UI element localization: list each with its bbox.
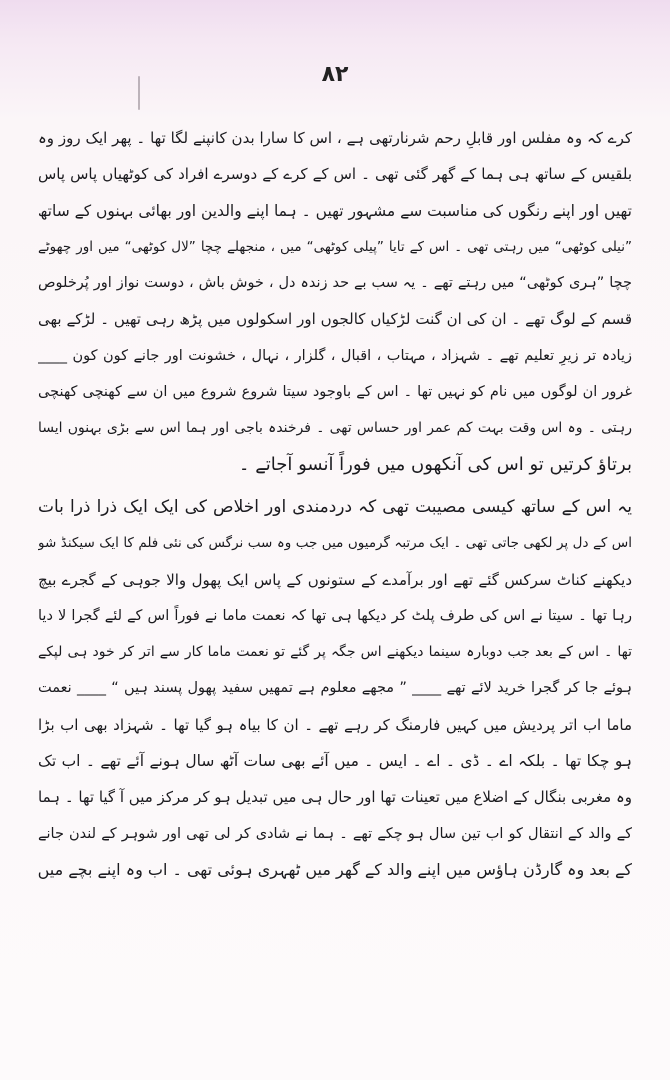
text-line: تھا ۔ اس کے بعد جب دوبارہ سینما دیکھنے اس جگہ پر گئے تو نعمت ماما کار سے اتر کر خود ہی لپکے: [38, 644, 632, 661]
text-line: دیکھنے کناٹ سرکس گئے تھے اور برآمدے کے ستونوں کے پاس ایک پھول والا جوہی کے گجرے بیچ: [38, 570, 632, 589]
text-line: وہ مغربی بنگال کے اضلاع میں تعینات تھا اور حال ہی میں تبدیل ہو کر مرکز میں آ گیا تھا ۔ ہما: [38, 788, 632, 807]
text-line: رہا تھا ۔ سیتا نے اس کی طرف پلٹ کر دیکھا ہی تھا کہ نعمت ماما نے فوراً اس کے لئے گجرا لا دیا: [38, 607, 632, 624]
text-line: چچا ”ہری کوٹھی“ میں رہتے تھے ۔ یہ سب بے حد زندہ دل ، خوش باش ، دوست نواز اور پُرخلوص: [38, 275, 632, 292]
paragraph-1: [38, 120, 632, 483]
paragraph-2: [38, 489, 632, 888]
text-line: قسم کے لوگ تھے ۔ ان کی ان گنت لڑکیاں کالجوں اور اسکولوں میں پڑھ رہی تھیں ۔ لڑکے بھی: [38, 310, 632, 329]
text-line: ہوئے جا کر گجرا خرید لائے تھے ____ ” مجھے معلوم ہے تمھیں سفید پھول پسند ہیں “ ____ نعمت: [38, 680, 632, 697]
text-line: غرور ان لوگوں میں نام کو نہیں تھا ۔ اس کے باوجود سیتا شروع شروع میں ان سے کھنچی کھنچی: [38, 384, 632, 401]
binding-mark: [138, 76, 140, 110]
text-line: بلقیس کے ساتھ ہی ہما کے گھر گئی تھی ۔ اس کے کرے کے دوسرے افراد کی کوٹھیاں پاس پاس: [38, 165, 632, 184]
text-line: کے بعد وہ گارڈن ہاؤس میں اپنے والد کے گھر میں ٹھہری ہوئی تھی ۔ اب وہ اپنے بچے میں: [38, 859, 632, 879]
text-line: ہو چکا تھا ۔ بلکہ اے ۔ ڈی ۔ اے ۔ ایس ۔ میں آئے بھی سات آٹھ سال ہونے آئے تھے ۔ اب تک: [38, 752, 632, 771]
text-line: یہ اس کے ساتھ کیسی مصیبت تھی کہ دردمندی اور اخلاص کی ایک ایک ذرا ذرا بات: [38, 496, 632, 517]
text-line: تھیں اور اپنے رنگوں کی مناسبت سے مشہور تھیں ۔ ہما اپنے والدین اور بھائی بہنوں کے ساتھ: [38, 201, 632, 220]
text-line: کرے کہ وہ مفلس اور قابلِ رحم شرنارتھی ہے ، اس کا سارا بدن کانپنے لگا تھا ۔ پھر ایک روز وہ: [38, 129, 632, 147]
text-line: برتاؤ کرتیں تو اس کی آنکھوں میں فوراً آنسو آجاتے ۔: [238, 453, 632, 475]
text-line: ماما اب اتر پردیش میں کہیں فارمنگ کر رہے تھے ۔ ان کا بیاہ ہو گیا تھا ۔ شہزاد بھی اب بڑا: [38, 715, 632, 734]
text-line: ”نیلی کوٹھی“ میں رہتی تھی ۔ اس کے تایا ”پیلی کوٹھی“ میں ، منجھلے چچا ”لال کوٹھی“ میں اور چھوٹے: [38, 238, 632, 255]
text-line: رہتی ۔ وہ اس وقت بہت کم عمر اور حساس تھی ۔ فرخندہ باجی اور ہما اس سے بڑی بہنوں ایسا: [38, 420, 632, 437]
text-line: اس کے دل پر لکھی جاتی تھی ۔ ایک مرتبہ گرمیوں میں جب وہ سب نرگس کی نئی فلم کا ایک سیکنڈ شو: [38, 535, 632, 552]
page-body-text: [38, 120, 632, 888]
text-line: زیادہ تر زیرِ تعلیم تھے ۔ شہزاد ، مہتاب ، اقبال ، گلزار ، نہال ، خشونت اور جانے کون کون ____: [38, 347, 632, 364]
page-number: ۸۲: [321, 62, 349, 87]
text-line: کے والد کے انتقال کو اب تین سال ہو چکے تھے ۔ ہما نے شادی کر لی تھی اور شوہر کے لندن جانے: [38, 825, 632, 842]
